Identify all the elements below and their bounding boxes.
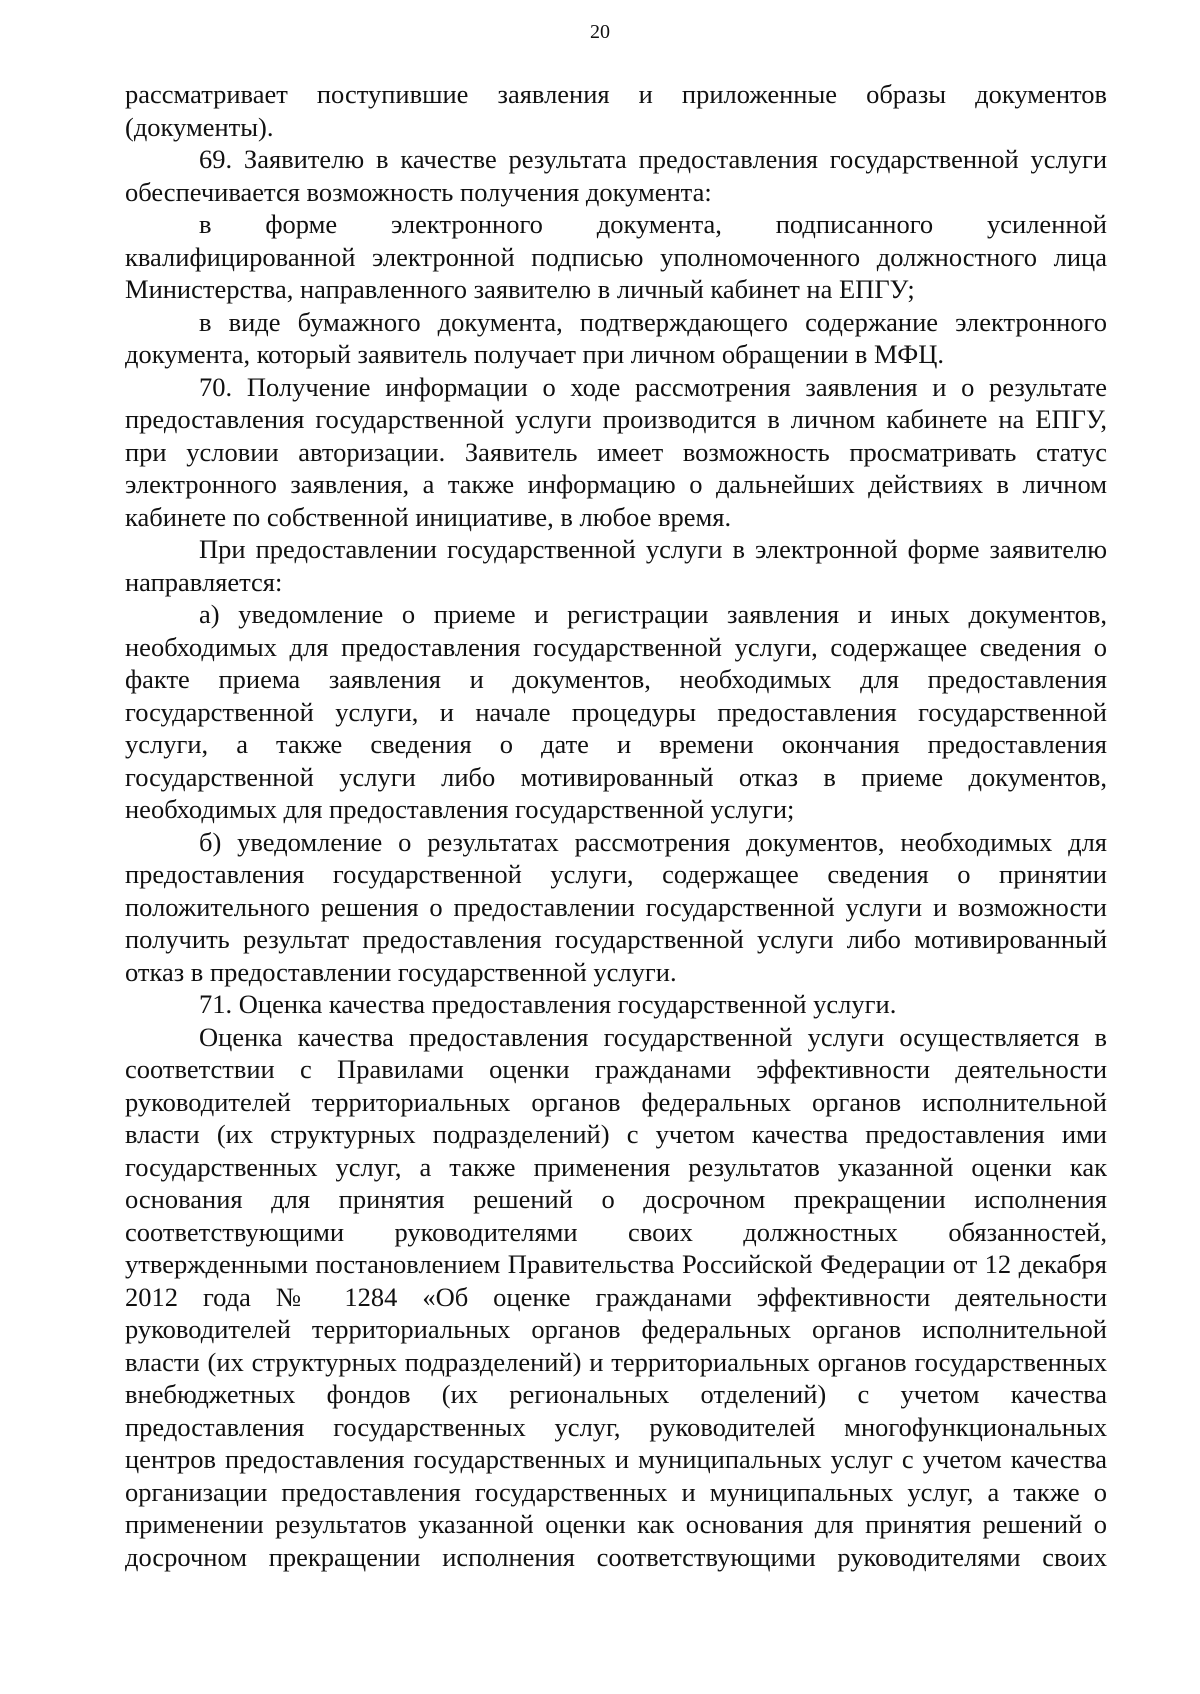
paragraph-continuation: рассматривает поступившие заявления и приложенные образы документов (документы). — [125, 79, 1107, 142]
document-body — [125, 78, 1107, 1573]
paragraph-item-b: б) уведомление о результатах рассмотрения документов, необходимых для предоставления государственной услуги, содержащее сведения о принятии положительного решения о предоставлении государственной услуги и возможности получить результат предоставления государственной услуги либо мотивированный отказ в предоставлении государственной услуги. — [125, 826, 1107, 987]
paragraph-item-a: а) уведомление о приеме и регистрации заявления и иных документов, необходимых для предоставления государственной услуги, содержащее сведения о факте приема заявления и документов, необходимых для предоставления государственной услуги, и начале процедуры предоставления государственной услуги, а также сведения о дате и времени окончания предоставления государственной услуги либо мотивированный отказ в приеме документов, необходимых для предоставления государственной услуги; — [125, 599, 1107, 824]
paragraph-69: 69. Заявителю в качестве результата предоставления государственной услуги обеспечивается возможность получения документа: — [125, 144, 1107, 207]
paragraph-electronic-form-notice: При предоставлении государственной услуги в электронной форме заявителю направляется: — [125, 534, 1107, 597]
paragraph-70: 70. Получение информации о ходе рассмотрения заявления и о результате предоставления государственной услуги производится в личном кабинете на ЕПГУ, при условии авторизации. Заявитель имеет возможность просматривать статус электронного заявления, а также информацию о дальнейших действиях в личном кабинете по собственной инициативе, в любое время. — [125, 371, 1107, 532]
paragraph-paper-document: в виде бумажного документа, подтверждающего содержание электронного документа, который заявитель получает при личном обращении в МФЦ. — [125, 306, 1107, 369]
paragraph-quality-assessment: Оценка качества предоставления государственной услуги осуществляется в соответствии с Правилами оценки гражданами эффективности деятельности руководителей территориальных органов федеральных органов исполнительной власти (их структурных подразделений) с учетом качества предоставления ими государственных услуг, а также применения результатов указанной оценки как основания для принятия решений о досрочном прекращении исполнения соответствующими руководителями своих должностных обязанностей, утвержденными постановлением Правительства Российской Федерации от 12 декабря 2012 года № 1284 «Об оценке гражданами эффективности деятельности руководителей территориальных органов федеральных органов исполнительной власти (их структурных подразделений) и территориальных органов государственных внебюджетных фондов (их региональных отделений) с учетом качества предоставления государственных услуг, руководителей многофункциональных центров предоставления государственных и муниципальных услуг с учетом качества организации предоставления государственных и муниципальных услуг, а также о применении результатов указанной оценки как основания для принятия решений о досрочном прекращении исполнения соответствующими руководителями своих — [125, 1021, 1107, 1572]
page-number: 20 — [590, 21, 610, 43]
paragraph-electronic-document: в форме электронного документа, подписанного усиленной квалифицированной электронной подписью уполномоченного должностного лица Министерства, направленного заявителю в личный кабинет на ЕПГУ; — [125, 209, 1107, 304]
paragraph-71: 71. Оценка качества предоставления государственной услуги. — [199, 989, 897, 1019]
